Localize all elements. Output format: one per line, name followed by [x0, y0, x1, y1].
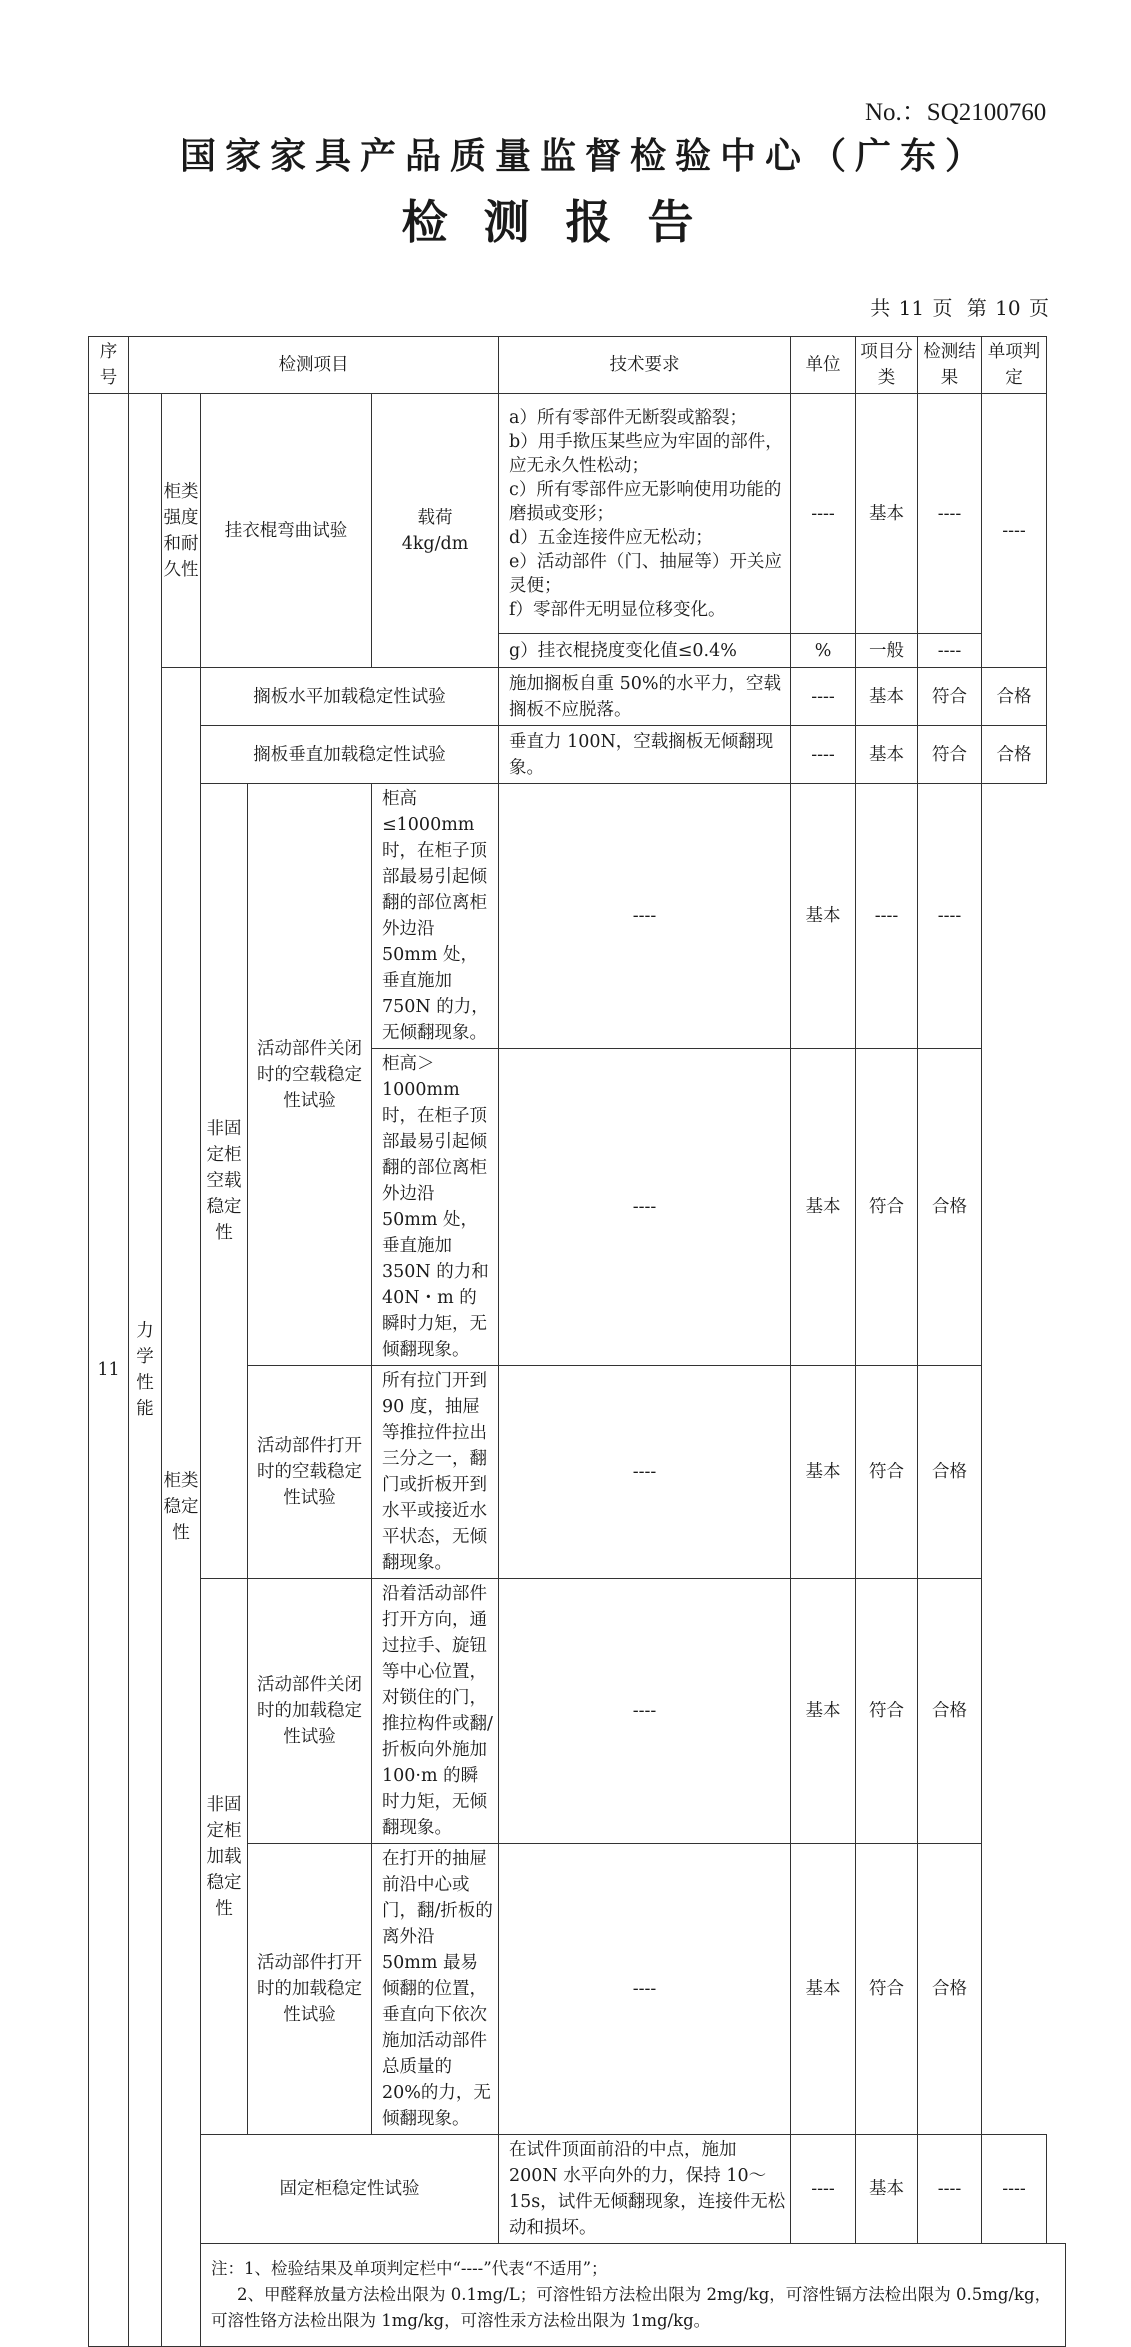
- empty-low-unit: ----: [499, 784, 791, 1049]
- loaded-open-item: 活动部件打开时的加载稳定性试验: [248, 1844, 372, 2135]
- shelf-h-cls: 基本: [856, 668, 918, 726]
- empty-low-req: 柜高≤1000mm 时，在柜子顶部最易引起倾翻的部位离柜外边沿 50mm 处，垂直施加 750N 的力，无倾翻现象。: [372, 784, 499, 1049]
- fixed-verdict: ----: [982, 2135, 1047, 2244]
- shelf-v-unit: ----: [791, 726, 856, 784]
- strength-req: a）所有零部件无断裂或豁裂； b）用手揿压某些应为牢固的部件，应无永久性松动； c）所有零部件应无影响使用功能的磨损或变形； d）五金连接件应无松动； e）活动部件（门、抽屉等）开关应灵便； f）零部件无明显位移变化。: [499, 394, 791, 634]
- empty-open-verdict: 合格: [918, 1366, 982, 1579]
- test-results-table: [88, 336, 1066, 2347]
- header-item: 检测项目: [129, 337, 499, 394]
- report-title: 检测报告: [401, 195, 730, 249]
- loaded-open-verdict: 合格: [918, 1844, 982, 2135]
- header-result: 检测结果: [918, 337, 982, 394]
- loaded-closed-cls: 基本: [791, 1579, 856, 1844]
- shelf-h-result: 符合: [918, 668, 982, 726]
- empty-low-result: ----: [856, 784, 918, 1049]
- empty-high-cls: 基本: [791, 1049, 856, 1366]
- table-row: [89, 784, 1066, 1049]
- page-current: 第 10 页: [966, 296, 1049, 320]
- empty-open-cls: 基本: [791, 1366, 856, 1579]
- strength-result: ----: [918, 394, 982, 634]
- loaded-open-unit: ----: [499, 1844, 791, 2135]
- fixed-req: 在试件顶面前沿的中点，施加 200N 水平向外的力，保持 10～15s，试件无倾翻现象，连接件无松动和损坏。: [499, 2135, 791, 2244]
- loaded-closed-unit: ----: [499, 1579, 791, 1844]
- shelf-h-req: 施加搁板自重 50%的水平力，空载搁板不应脱落。: [499, 668, 791, 726]
- empty-high-result: 符合: [856, 1049, 918, 1366]
- shelf-v-req: 垂直力 100N，空载搁板无倾翻现象。: [499, 726, 791, 784]
- empty-low-cls: 基本: [791, 784, 856, 1049]
- empty-high-verdict: 合格: [918, 1049, 982, 1366]
- loaded-closed-req: 沿着活动部件打开方向，通过拉手、旋钮等中心位置，对锁住的门，推拉构件或翻/折板向外施加 100·m 的瞬时力矩，无倾翻现象。: [372, 1579, 499, 1844]
- table-row: [89, 394, 1066, 634]
- table-row: [89, 668, 1066, 726]
- loaded-label: 非固定柜加载稳定性: [201, 1579, 248, 2135]
- header-row: [89, 337, 1066, 394]
- strength-cond: 载荷 4kg/dm: [372, 394, 499, 668]
- shelf-h-verdict: 合格: [982, 668, 1047, 726]
- strength-label: 柜类强度和耐久性: [162, 394, 201, 668]
- shelf-h-unit: ----: [791, 668, 856, 726]
- notes-cell: [201, 2244, 1066, 2347]
- table-row: [89, 726, 1066, 784]
- loaded-open-result: 符合: [856, 1844, 918, 2135]
- table-row: [89, 1579, 1066, 1844]
- shelf-v-verdict: 合格: [982, 726, 1047, 784]
- table-row: [89, 2135, 1066, 2244]
- strength-g-req: g）挂衣棍挠度变化值≤0.4%: [499, 634, 791, 668]
- strength-g-cls: 一般: [856, 634, 918, 668]
- loaded-open-cls: 基本: [791, 1844, 856, 2135]
- strength-unit: ----: [791, 394, 856, 634]
- strength-g-unit: %: [791, 634, 856, 668]
- empty-high-unit: ----: [499, 1049, 791, 1366]
- report-number: No.：SQ2100760: [865, 99, 1047, 126]
- empty-high-req: 柜高＞1000mm 时，在柜子顶部最易引起倾翻的部位离柜外边沿 50mm 处，垂直施加 350N 的力和 40N・m 的瞬时力矩，无倾翻现象。: [372, 1049, 499, 1366]
- empty-closed-item: 活动部件关闭时的空载稳定性试验: [248, 784, 372, 1366]
- page-total: 共 11 页: [870, 296, 953, 320]
- loaded-closed-result: 符合: [856, 1579, 918, 1844]
- fixed-cls: 基本: [856, 2135, 918, 2244]
- strength-g-result: ----: [918, 634, 982, 668]
- empty-low-verdict: ----: [918, 784, 982, 1049]
- strength-item: 挂衣棍弯曲试验: [201, 394, 372, 668]
- empty-open-req: 所有拉门开到 90 度，抽屉等推拉件拉出三分之一，翻门或折板开到水平或接近水平状态，无倾翻现象。: [372, 1366, 499, 1579]
- header-verdict: 单项判定: [982, 337, 1047, 394]
- empty-label: 非固定柜空载稳定性: [201, 784, 248, 1579]
- shelf-v-item: 搁板垂直加载稳定性试验: [201, 726, 499, 784]
- shelf-v-result: 符合: [918, 726, 982, 784]
- loaded-open-req: 在打开的抽屉前沿中心或门，翻/折板的离外沿 50mm 最易倾翻的位置，垂直向下依次施加活动部件总质量的 20%的力，无倾翻现象。: [372, 1844, 499, 2135]
- seq-cell: 11: [89, 394, 129, 2347]
- stability-label: 柜类稳定性: [162, 668, 201, 2347]
- note-line-1: 注：1、检验结果及单项判定栏中“----”代表“不适用”；: [211, 2259, 608, 2278]
- loaded-closed-item: 活动部件关闭时的加载稳定性试验: [248, 1579, 372, 1844]
- empty-open-result: 符合: [856, 1366, 918, 1579]
- shelf-v-cls: 基本: [856, 726, 918, 784]
- loaded-closed-verdict: 合格: [918, 1579, 982, 1844]
- shelf-h-item: 搁板水平加载稳定性试验: [201, 668, 499, 726]
- empty-open-item: 活动部件打开时的空载稳定性试验: [248, 1366, 372, 1579]
- header-req: 技术要求: [499, 337, 791, 394]
- fixed-item: 固定柜稳定性试验: [201, 2135, 499, 2244]
- group-label: 力学性能: [129, 394, 162, 2347]
- strength-verdict: ----: [982, 394, 1047, 668]
- org-title: 国家家具产品质量监督检验中心（广东）: [179, 136, 990, 177]
- header-seq: 序号: [89, 337, 129, 394]
- strength-cls: 基本: [856, 394, 918, 634]
- page-info: [864, 292, 1049, 321]
- fixed-result: ----: [918, 2135, 982, 2244]
- header-cls: 项目分类: [856, 337, 918, 394]
- notes-row: [89, 2244, 1066, 2347]
- fixed-unit: ----: [791, 2135, 856, 2244]
- empty-open-unit: ----: [499, 1366, 791, 1579]
- header-unit: 单位: [791, 337, 856, 394]
- note-line-2: 2、甲醛释放量方法检出限为 0.1mg/L；可溶性铅方法检出限为 2mg/kg，可溶性镉方法检出限为 0.5mg/kg，可溶性铬方法检出限为 1mg/kg，可溶性汞方法检出限为 1mg/kg。: [211, 2285, 1052, 2330]
